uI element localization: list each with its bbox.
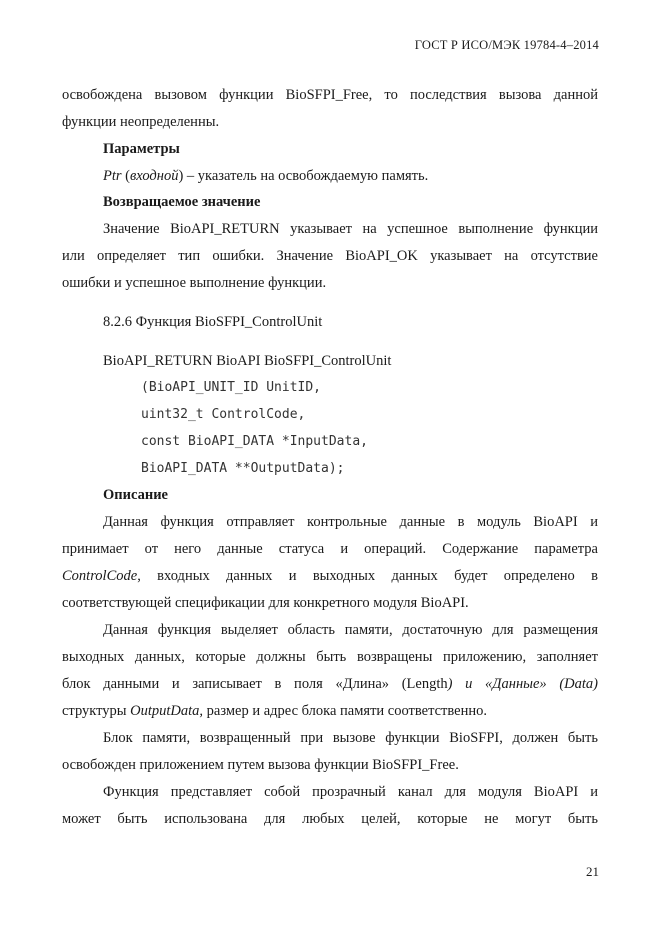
description-heading: Описание [103, 487, 168, 503]
signature-arg-controlcode: uint32_t ControlCode, [141, 407, 306, 422]
standard-header: ГОСТ Р ИСО/МЭК 19784-4–2014 [414, 38, 599, 52]
paragraph-free-continuation [62, 82, 598, 136]
signature-arg-outputdata: BioAPI_DATA **OutputData); [141, 461, 345, 476]
text-span: ) [593, 676, 598, 692]
signature-arg-unitid: (BioAPI_UNIT_ID UnitID, [141, 380, 322, 395]
section-title: 8.2.6 Функция BioSFPI_ControlUnit [103, 314, 323, 330]
text-line: освобожден приложением путем вызова функции BioSFPI_Free. [62, 757, 459, 773]
text-line: функции неопределенны. [62, 114, 220, 130]
parameters-heading: Параметры [103, 141, 180, 157]
text-span: , входных данных и выходных данных будет определено в [137, 568, 598, 584]
signature-arg-inputdata: const BioAPI_DATA *InputData, [141, 434, 368, 449]
italic-term: ControlCode [62, 568, 138, 584]
text-line: может быть использована для любых целей, которые не могут быть [62, 811, 598, 827]
param-name: Ptr [103, 168, 122, 184]
text-span: блок данными и записывает в поля «Длина» (Length [62, 676, 448, 692]
parameter-ptr [62, 163, 598, 190]
text-line: принимает от него данные статуса и операций. Содержание параметра [62, 541, 598, 557]
text-line: ошибки и успешное выполнение функции. [62, 275, 327, 291]
text-line: Значение BioAPI_RETURN указывает на успешное выполнение функции [103, 221, 598, 237]
text-line: Блок памяти, возвращенный при вызове функции BioSFPI, должен быть [103, 730, 598, 746]
text-line [62, 671, 598, 698]
text-line: Данная функция выделяет область памяти, достаточную для размещения [103, 622, 598, 638]
text-line: или определяет тип ошибки. Значение BioAPI_OK указывает на отсутствие [62, 248, 598, 264]
text-line: Функция представляет собой прозрачный канал для модуля BioAPI и [103, 784, 598, 800]
text-span: размер и адрес блока памяти соответственно. [203, 703, 487, 719]
text-line [62, 563, 598, 590]
description-paragraph-1 [62, 509, 598, 617]
function-signature: BioAPI_RETURN BioAPI BioSFPI_ControlUnit [103, 353, 392, 369]
page-number: 21 [586, 864, 599, 879]
param-description: ) – указатель на освобождаемую память. [178, 168, 429, 184]
text-line: освобождена вызовом функции BioSFPI_Free, то последствия вызова данной [62, 87, 598, 103]
description-paragraph-2 [62, 617, 598, 725]
text-line: соответствующей спецификации для конкретного модуля BioAPI. [62, 595, 469, 611]
text-span: структуры [62, 703, 131, 719]
text-span: ) и «Данные» (Data [447, 676, 594, 692]
italic-term: OutputData, [130, 703, 204, 719]
param-paren: ( [121, 168, 130, 184]
return-value-paragraph [62, 216, 598, 297]
description-paragraph-3 [62, 725, 598, 779]
return-value-heading: Возвращаемое значение [103, 194, 261, 210]
description-paragraph-4 [62, 779, 598, 833]
text-line: Данная функция отправляет контрольные данные в модуль BioAPI и [103, 514, 598, 530]
text-line [62, 698, 598, 725]
text-line: выходных данных, которые должны быть возвращены приложению, заполняет [62, 649, 598, 665]
param-direction: входной [130, 168, 179, 184]
